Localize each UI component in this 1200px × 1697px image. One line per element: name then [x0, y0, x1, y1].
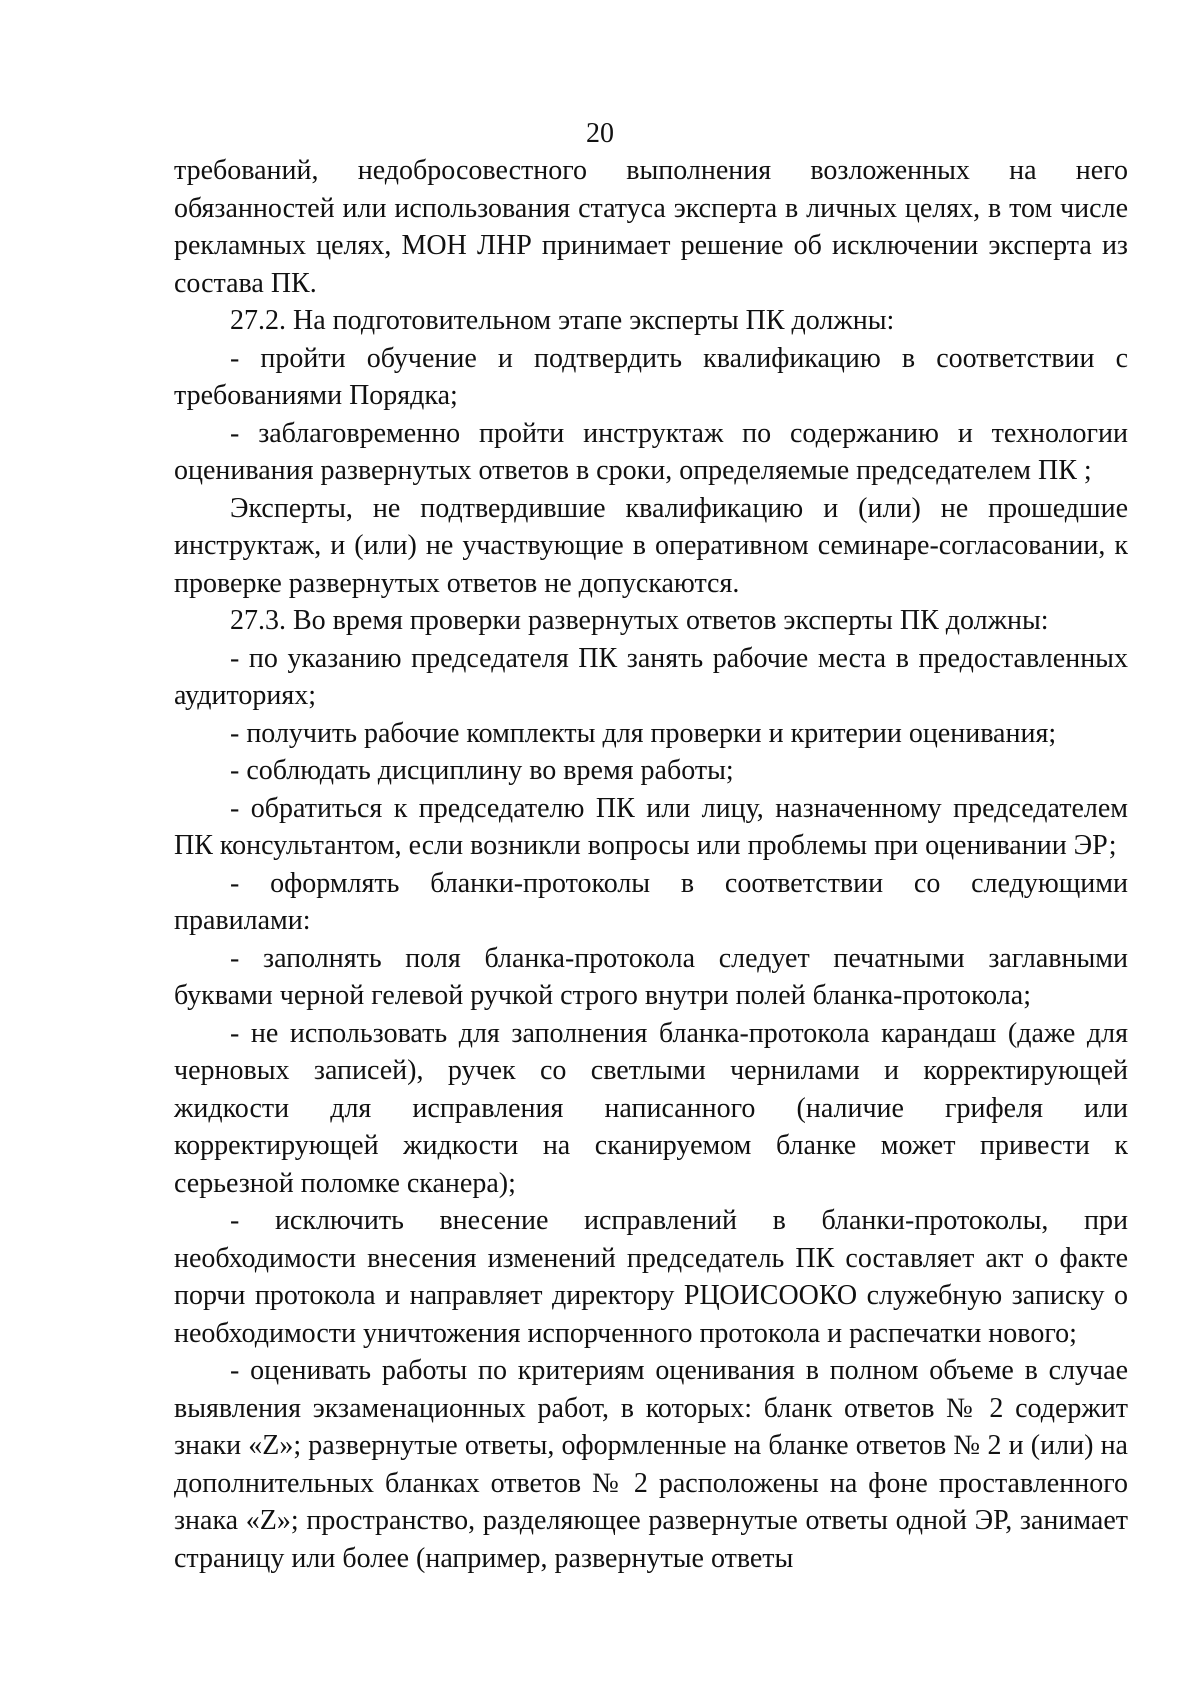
list-item-consultant: - обратиться к председателю ПК или лицу, назначенному председателем ПК консультантом, если возникли вопросы или проблемы при оценивании ЭР; — [174, 792, 1128, 861]
list-item-work-kits: - получить рабочие комплекты для проверки и критерии оценивания; — [230, 717, 1057, 749]
list-item-forms-rules: - оформлять бланки-протоколы в соответствии со следующими правилами: — [174, 867, 1128, 936]
list-item-briefing: - заблаговременно пройти инструктаж по содержанию и технологии оценивания развернутых ответов в сроки, определяемые председателем ПК ; — [174, 417, 1128, 486]
page-number: 20 — [586, 118, 614, 149]
list-item-discipline: - соблюдать дисциплину во время работы; — [230, 755, 734, 786]
list-item-evaluate-full: - оценивать работы по критериям оценивания в полном объеме в случае выявления экзаменационных работ, в которых: бланк ответов № 2 содержит знаки «Z»; развернутые ответы, оформленные на бланке ответов № 2 и (или) на дополнительных бланках ответов № 2 расположены на фоне проставленного знака «Z»; пространство, разделяющее развернутые ответы одной ЭР, занимает страницу или более (например, развернутые ответы — [174, 1355, 1128, 1574]
paragraph-admission-note: Эксперты, не подтвердившие квалификацию и (или) не прошедшие инструктаж, и (или) не участвующие в оперативном семинаре-согласовании, к проверке развернутых ответов не допускаются. — [174, 492, 1128, 599]
paragraph-27-3-heading: 27.3. Во время проверки развернутых ответов эксперты ПК должны: — [230, 605, 1049, 636]
list-item-workplaces: - по указанию председателя ПК занять рабочие места в предоставленных аудиториях; — [174, 642, 1128, 711]
list-item-no-corrections: - исключить внесение исправлений в бланки-протоколы, при необходимости внесения изменений председатель ПК составляет акт о факте порчи протокола и направляет директору РЦОИСООКО служебную записку о необходимости уничтожения испорченного протокола и распечатки нового; — [174, 1205, 1128, 1349]
list-item-training: - пройти обучение и подтвердить квалификацию в соответствии с требованиями Порядка; — [174, 342, 1128, 411]
list-item-fill-fields: - заполнять поля бланка-протокола следует печатными заглавными буквами черной гелевой ручкой строго внутри полей бланка-протокола; — [174, 942, 1128, 1011]
paragraph-continuation: требований, недобросовестного выполнения возложенных на него обязанностей или использования статуса эксперта в личных целях, в том числе рекламных целях, МОН ЛНР принимает решение об исключении эксперта из состава ПК. — [174, 155, 1128, 299]
document-body — [174, 152, 1128, 1577]
paragraph-27-2-heading: 27.2. На подготовительном этапе эксперты ПК должны: — [230, 305, 895, 336]
list-item-no-pencil: - не использовать для заполнения бланка-протокола карандаш (даже для черновых записей), ручек со светлыми чернилами и корректирующей жидкости для исправления написанного (наличие грифеля или корректирующей жидкости на сканируемом бланке может привести к серьезной поломке сканера); — [174, 1017, 1128, 1199]
